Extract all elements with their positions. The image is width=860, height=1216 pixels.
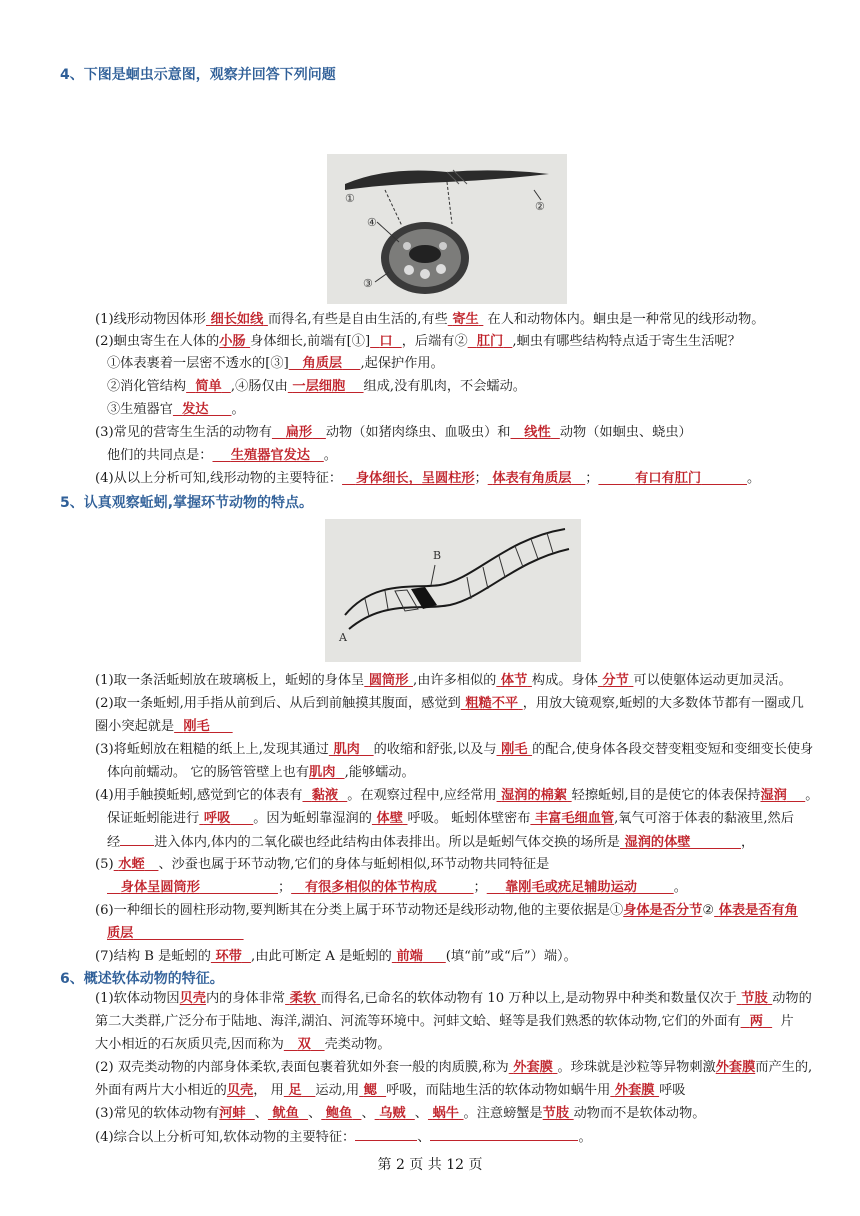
roundworm-label-3: ③ <box>363 277 373 290</box>
q5-p6b: 质层 <box>107 926 134 941</box>
q5-p3: (3)将蚯蚓放在粗糙的纸上上,发现其通过 肌肉 的收缩和舒张,以及与 刚毛 的配合,使身体各段交替变粗变短和变细变长使身 <box>95 742 814 757</box>
roundworm-label-4: ④ <box>367 216 377 229</box>
q5-p4: (4)用手触摸蚯蚓,感觉到它的体表有 黏液 。在观察过程中,应经常用 湿润的棉絮 轻擦蚯蚓,目的是使它的体表保持湿润 。 <box>95 788 819 803</box>
q5-p4b: 保证蚯蚓能进行 呼吸 。因为蚯蚓靠湿润的 体壁 呼吸。 蚯蚓体壁密布 丰富毛细血管,氧气可溶于体表的黏液里,然后 <box>107 811 794 826</box>
q5-p3b: 体向前蠕动。 它的肠管管壁上也有肌肉 ,能够蠕动。 <box>107 765 415 780</box>
q5-p2b: 圈小突起就是 刚毛 <box>95 719 210 734</box>
q5-p4c: 经 进入体内,体内的二氧化碳也经此结构由体表排出。所以是蚯蚓气体交换的场所是 湿润的体壁 ， <box>107 835 755 850</box>
q4-p3b: 他们的共同点是： 生殖器官发达 。 <box>107 448 337 463</box>
q6-p1: (1)软体动物因贝壳内的身体非常 柔软 而得名,已命名的软体动物有 10 万种以上,是动物界中种类和数量仅次于 节肢 动物的 <box>95 991 812 1006</box>
q5-p6: (6)一种细长的圆柱形动物,要判断其在分类上属于环节动物还是线形动物,他的主要依据是①身体是否分节② 体表是否有角 <box>95 903 798 918</box>
q5-p5: (5) 水蛭 、沙蚕也属于环节动物,它们的身体与蚯蚓相似,环节动物共同特征是 <box>95 857 550 872</box>
q5-p7: (7)结构 B 是蚯蚓的 环带 ,由此可断定 A 是蚯蚓的 前端 (填“前”或“后”）端）。 <box>95 949 577 964</box>
earthworm-figure <box>325 519 581 662</box>
q6-p3: (3)常见的软体动物有河蚌 、 鱿鱼 、 鲍鱼 、 乌贼 、 蜗牛 。注意螃蟹是节肢 动物而不是软体动物。 <box>95 1106 706 1121</box>
q4-p2c: ③生殖器官 发达 。 <box>107 402 245 417</box>
q4-p3: (3)常见的营寄生生活的动物有 扁形 动物（如猪肉绦虫、血吸虫）和 线性 动物（如蛔虫、蛲虫） <box>95 425 692 440</box>
q6-p2: (2) 双壳类动物的内部身体柔软,表面包裹着犹如外套一般的肉质膜,称为 外套膜 。珍珠就是沙粒等异物刺激外套膜而产生的, <box>95 1060 813 1075</box>
roundworm-label-2: ② <box>535 200 545 213</box>
q5-p1: (1)取一条活蚯蚓放在玻璃板上，蚯蚓的身体呈 圆筒形 ,由许多相似的 体节 构成。身体 分节 可以使躯体运动更加灵活。 <box>95 673 792 688</box>
roundworm-figure <box>327 154 567 304</box>
q4-p4: (4)从以上分析可知,线形动物的主要特征： 身体细长，呈圆柱形； 体表有角质层 ； 有口有肛门 。 <box>95 471 761 486</box>
q4-p2: (2)蛔虫寄生在人体的小肠 身体细长,前端有[①] 口 ，后端有② 肛门 ,蛔虫有哪些结构特点适于寄生生活呢？ <box>95 334 741 349</box>
q6-p1b: 第二大类群,广泛分布于陆地、海洋,湖泊、河流等环境中。河蚌文蛤、蛏等是我们熟悉的软体动物,它们的外面有 两 片 <box>95 1014 794 1029</box>
q5-p2: (2)取一条蚯蚓,用手指从前到后、从后到前触摸其腹面，感觉到 粗糙不平 ，用放大镜观察,蚯蚓的大多数体节都有一圈或几 <box>95 696 804 711</box>
q4-p2b: ②消化管结构 简单 ,④肠仅由 一层细胞 组成,没有肌肉，不会蠕动。 <box>107 379 526 394</box>
q5-p5b: 身体呈圆筒形 ； 有很多相似的体节构成 ； 靠刚毛或疣足辅助运动 。 <box>120 880 687 895</box>
q6-p2b: 外面有两片大小相近的贝壳， 用 足 运动,用 鳃 呼吸，而陆地生活的软体动物如蜗牛用 外套膜 呼吸 <box>95 1083 686 1098</box>
q4-p2a: ①体表裹着一层密不透水的[③] 角质层 ,起保护作用。 <box>107 356 444 371</box>
earthworm-label-b: B <box>433 549 442 562</box>
page-footer: 第 2 页 共 12 页 <box>377 1157 483 1173</box>
earthworm-label-a: A <box>339 631 347 644</box>
q5-title: 5、认真观察蚯蚓,掌握环节动物的特点。 <box>60 495 314 511</box>
q6-title: 6、概述软体动物的特征。 <box>60 971 224 987</box>
roundworm-label-1: ① <box>345 192 355 205</box>
q4-p1: (1)线形动物因体形 细长如线 而得名,有些是自由生活的,有些 寄生 在人和动物体内。蛔虫是一种常见的线形动物。 <box>95 312 765 327</box>
q6-p1c: 大小相近的石灰质贝壳,因而称为 双 壳类动物。 <box>95 1037 391 1052</box>
q6-p4: (4)综合以上分析可知,软体动物的主要特征： 、 。 <box>95 1130 592 1145</box>
q4-title: 4、下图是蛔虫示意图，观察并回答下列问题 <box>60 67 336 83</box>
